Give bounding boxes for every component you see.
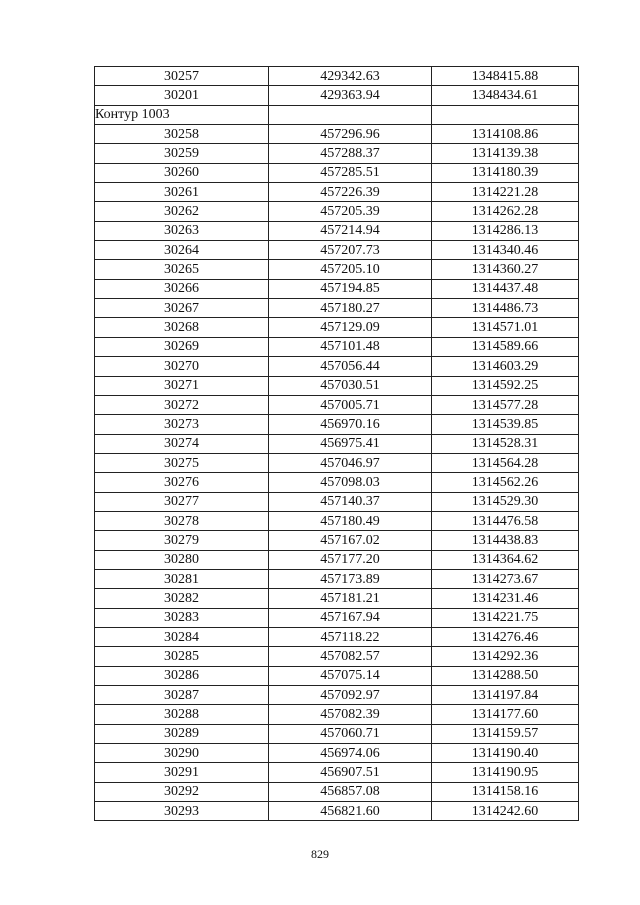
y-coordinate-cell: 1314539.85	[432, 415, 579, 434]
y-coordinate-cell: 1348415.88	[432, 67, 579, 86]
y-coordinate-cell: 1314288.50	[432, 666, 579, 685]
y-coordinate-cell: 1314589.66	[432, 337, 579, 356]
point-number-cell: 30292	[95, 782, 269, 801]
table-row	[95, 125, 579, 144]
table-row	[95, 86, 579, 105]
table-row	[95, 163, 579, 182]
point-number-cell: 30293	[95, 802, 269, 821]
x-coordinate-cell: 457101.48	[269, 337, 432, 356]
point-number-cell: 30282	[95, 589, 269, 608]
point-number-cell: 30257	[95, 67, 269, 86]
coordinates-table	[94, 66, 579, 821]
y-coordinate-cell: 1314159.57	[432, 724, 579, 743]
point-number-cell: 30276	[95, 473, 269, 492]
table-row	[95, 763, 579, 782]
point-number-cell: 30284	[95, 627, 269, 646]
point-number-cell: 30271	[95, 376, 269, 395]
x-coordinate-cell: 457288.37	[269, 144, 432, 163]
y-coordinate-cell: 1314273.67	[432, 569, 579, 588]
x-coordinate-cell: 457167.02	[269, 531, 432, 550]
point-number-cell: 30262	[95, 202, 269, 221]
x-coordinate-cell: 457082.57	[269, 647, 432, 666]
page-number: 829	[311, 847, 329, 861]
point-number-cell: 30281	[95, 569, 269, 588]
section-label: Контур 1003	[95, 105, 269, 124]
table-row	[95, 357, 579, 376]
x-coordinate-cell: 457056.44	[269, 357, 432, 376]
table-row	[95, 608, 579, 627]
x-coordinate-cell: 457005.71	[269, 395, 432, 414]
point-number-cell: 30272	[95, 395, 269, 414]
table-row	[95, 279, 579, 298]
point-number-cell: 30274	[95, 434, 269, 453]
table-row	[95, 550, 579, 569]
table-row	[95, 647, 579, 666]
y-coordinate-cell: 1314486.73	[432, 299, 579, 318]
table-row	[95, 782, 579, 801]
point-number-cell: 30265	[95, 260, 269, 279]
table-row	[95, 453, 579, 472]
x-coordinate-cell: 457296.96	[269, 125, 432, 144]
point-number-cell: 30270	[95, 357, 269, 376]
y-coordinate-cell: 1314108.86	[432, 125, 579, 144]
point-number-cell: 30269	[95, 337, 269, 356]
x-coordinate-cell: 457205.10	[269, 260, 432, 279]
x-coordinate-cell: 457180.27	[269, 299, 432, 318]
point-number-cell: 30279	[95, 531, 269, 550]
y-coordinate-cell: 1314603.29	[432, 357, 579, 376]
x-coordinate-cell: 457092.97	[269, 686, 432, 705]
point-number-cell: 30273	[95, 415, 269, 434]
y-coordinate-cell: 1314221.75	[432, 608, 579, 627]
y-coordinate-cell: 1314190.40	[432, 744, 579, 763]
point-number-cell: 30278	[95, 511, 269, 530]
point-number-cell: 30291	[95, 763, 269, 782]
y-coordinate-cell: 1314528.31	[432, 434, 579, 453]
x-coordinate-cell: 456907.51	[269, 763, 432, 782]
table-row	[95, 67, 579, 86]
table-row	[95, 705, 579, 724]
x-coordinate-cell: 457214.94	[269, 221, 432, 240]
x-coordinate-cell: 457173.89	[269, 569, 432, 588]
x-coordinate-cell: 456821.60	[269, 802, 432, 821]
table-row	[95, 434, 579, 453]
y-coordinate-cell: 1314592.25	[432, 376, 579, 395]
table-row	[95, 221, 579, 240]
point-number-cell: 30275	[95, 453, 269, 472]
x-coordinate-cell: 457140.37	[269, 492, 432, 511]
x-coordinate-cell: 457194.85	[269, 279, 432, 298]
x-coordinate-cell: 456857.08	[269, 782, 432, 801]
table-row	[95, 511, 579, 530]
point-number-cell: 30289	[95, 724, 269, 743]
table-row	[95, 144, 579, 163]
y-coordinate-cell: 1314180.39	[432, 163, 579, 182]
y-coordinate-cell: 1314276.46	[432, 627, 579, 646]
x-coordinate-cell: 457060.71	[269, 724, 432, 743]
y-coordinate-cell: 1348434.61	[432, 86, 579, 105]
point-number-cell: 30286	[95, 666, 269, 685]
y-coordinate-cell: 1314529.30	[432, 492, 579, 511]
point-number-cell: 30261	[95, 183, 269, 202]
table-row	[95, 337, 579, 356]
point-number-cell: 30283	[95, 608, 269, 627]
table-section-row	[95, 105, 579, 124]
table-row	[95, 241, 579, 260]
table-row	[95, 802, 579, 821]
table-row	[95, 492, 579, 511]
x-coordinate-cell: 457167.94	[269, 608, 432, 627]
point-number-cell: 30267	[95, 299, 269, 318]
y-coordinate-cell: 1314562.26	[432, 473, 579, 492]
point-number-cell: 30285	[95, 647, 269, 666]
x-coordinate-cell: 457129.09	[269, 318, 432, 337]
table-row	[95, 589, 579, 608]
y-coordinate-cell: 1314292.36	[432, 647, 579, 666]
point-number-cell: 30266	[95, 279, 269, 298]
point-number-cell: 30268	[95, 318, 269, 337]
point-number-cell: 30290	[95, 744, 269, 763]
table-row	[95, 473, 579, 492]
x-coordinate-cell: 457075.14	[269, 666, 432, 685]
y-coordinate-cell: 1314158.16	[432, 782, 579, 801]
y-coordinate-cell: 1314197.84	[432, 686, 579, 705]
x-coordinate-cell: 456975.41	[269, 434, 432, 453]
x-coordinate-cell: 457030.51	[269, 376, 432, 395]
table-row	[95, 666, 579, 685]
y-cell	[432, 105, 579, 124]
y-coordinate-cell: 1314221.28	[432, 183, 579, 202]
y-coordinate-cell: 1314476.58	[432, 511, 579, 530]
x-coordinate-cell: 457118.22	[269, 627, 432, 646]
y-coordinate-cell: 1314438.83	[432, 531, 579, 550]
x-coordinate-cell: 429363.94	[269, 86, 432, 105]
point-number-cell: 30264	[95, 241, 269, 260]
x-coordinate-cell: 457285.51	[269, 163, 432, 182]
table-row	[95, 531, 579, 550]
y-coordinate-cell: 1314577.28	[432, 395, 579, 414]
x-coordinate-cell: 457180.49	[269, 511, 432, 530]
y-coordinate-cell: 1314364.62	[432, 550, 579, 569]
x-coordinate-cell: 429342.63	[269, 67, 432, 86]
x-coordinate-cell: 457082.39	[269, 705, 432, 724]
table-row	[95, 395, 579, 414]
y-coordinate-cell: 1314242.60	[432, 802, 579, 821]
x-cell	[269, 105, 432, 124]
point-number-cell: 30280	[95, 550, 269, 569]
table-row	[95, 686, 579, 705]
x-coordinate-cell: 457181.21	[269, 589, 432, 608]
y-coordinate-cell: 1314564.28	[432, 453, 579, 472]
x-coordinate-cell: 456974.06	[269, 744, 432, 763]
table-row	[95, 569, 579, 588]
point-number-cell: 30259	[95, 144, 269, 163]
point-number-cell: 30260	[95, 163, 269, 182]
point-number-cell: 30277	[95, 492, 269, 511]
y-coordinate-cell: 1314340.46	[432, 241, 579, 260]
y-coordinate-cell: 1314190.95	[432, 763, 579, 782]
table-row	[95, 415, 579, 434]
y-coordinate-cell: 1314571.01	[432, 318, 579, 337]
table-row	[95, 260, 579, 279]
x-coordinate-cell: 457177.20	[269, 550, 432, 569]
table-row	[95, 724, 579, 743]
table-row	[95, 299, 579, 318]
x-coordinate-cell: 457098.03	[269, 473, 432, 492]
y-coordinate-cell: 1314262.28	[432, 202, 579, 221]
x-coordinate-cell: 457207.73	[269, 241, 432, 260]
table-row	[95, 376, 579, 395]
x-coordinate-cell: 457226.39	[269, 183, 432, 202]
y-coordinate-cell: 1314177.60	[432, 705, 579, 724]
y-coordinate-cell: 1314231.46	[432, 589, 579, 608]
point-number-cell: 30263	[95, 221, 269, 240]
point-number-cell: 30288	[95, 705, 269, 724]
point-number-cell: 30287	[95, 686, 269, 705]
table-row	[95, 202, 579, 221]
y-coordinate-cell: 1314286.13	[432, 221, 579, 240]
x-coordinate-cell: 457205.39	[269, 202, 432, 221]
y-coordinate-cell: 1314437.48	[432, 279, 579, 298]
table-row	[95, 183, 579, 202]
point-number-cell: 30201	[95, 86, 269, 105]
point-number-cell: 30258	[95, 125, 269, 144]
coordinates-table-body	[95, 67, 579, 821]
table-row	[95, 744, 579, 763]
y-coordinate-cell: 1314360.27	[432, 260, 579, 279]
y-coordinate-cell: 1314139.38	[432, 144, 579, 163]
x-coordinate-cell: 456970.16	[269, 415, 432, 434]
x-coordinate-cell: 457046.97	[269, 453, 432, 472]
table-row	[95, 318, 579, 337]
table-row	[95, 627, 579, 646]
